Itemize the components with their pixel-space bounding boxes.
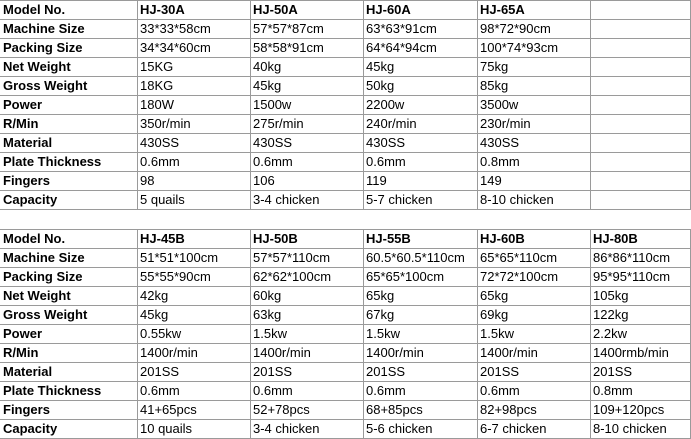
grid-vertical-line [250,229,251,438]
value-cell: 201SS [366,364,406,379]
value-cell: 95*95*110cm [593,269,671,284]
value-cell: 2200w [366,97,405,112]
value-cell: 67kg [366,307,395,322]
row-label: Packing Size [3,40,83,55]
grid-horizontal-line [0,38,691,39]
value-cell: 1.5kw [253,326,287,341]
row-label: Power [3,97,43,112]
model-header-cell: HJ-50A [253,2,298,17]
value-cell: 65*65*100cm [366,269,445,284]
value-cell: 3-4 chicken [253,192,320,207]
model-header-cell: HJ-65A [480,2,525,17]
value-cell: 0.6mm [140,383,180,398]
row-label: Packing Size [3,269,83,284]
grid-horizontal-line [0,76,691,77]
value-cell: 50kg [366,78,395,93]
table-row [0,248,691,267]
model-header-cell: HJ-60B [480,231,525,246]
value-cell: 1400r/min [480,345,538,360]
value-cell: 69kg [480,307,509,322]
table-row [0,19,691,38]
value-cell: 72*72*100cm [480,269,559,284]
value-cell: 64*64*94cm [366,40,437,55]
model-header-cell: HJ-60A [366,2,411,17]
value-cell: 106 [253,173,275,188]
value-cell: 62*62*100cm [253,269,332,284]
value-cell: 45kg [366,59,395,74]
value-cell: 5-7 chicken [366,192,433,207]
value-cell: 3500w [480,97,519,112]
grid-horizontal-line [0,362,691,363]
table-row [0,190,691,209]
row-label: Material [3,364,53,379]
model-no-label: Model No. [3,2,66,17]
table-row [0,76,691,95]
header-row [0,229,691,248]
table-row [0,400,691,419]
grid-horizontal-line [0,152,691,153]
row-label: Net Weight [3,288,71,303]
row-label: Material [3,135,53,150]
grid-horizontal-line [0,19,691,20]
row-label: Fingers [3,402,50,417]
value-cell: 52+78pcs [253,402,310,417]
model-header-cell: HJ-45B [140,231,185,246]
value-cell: 430SS [366,135,406,150]
table-row [0,152,691,171]
value-cell: 65kg [480,288,509,303]
table-row [0,95,691,114]
grid-horizontal-line [0,419,691,420]
value-cell: 0.8mm [480,154,520,169]
value-cell: 34*34*60cm [140,40,211,55]
grid-vertical-line [363,0,364,209]
value-cell: 40kg [253,59,282,74]
grid-vertical-line [250,0,251,209]
grid-horizontal-line [0,133,691,134]
row-label: R/Min [3,116,39,131]
value-cell: 15KG [140,59,174,74]
value-cell: 109+120pcs [593,402,665,417]
row-label: Fingers [3,173,50,188]
grid-horizontal-line [0,400,691,401]
value-cell: 98 [140,173,155,188]
value-cell: 0.6mm [480,383,520,398]
value-cell: 57*57*87cm [253,21,324,36]
table-row [0,362,691,381]
value-cell: 122kg [593,307,629,322]
value-cell: 85kg [480,78,509,93]
value-cell: 55*55*90cm [140,269,211,284]
grid-vertical-line [363,229,364,438]
table-row [0,133,691,152]
value-cell: 63*63*91cm [366,21,437,36]
value-cell: 0.6mm [253,383,293,398]
value-cell: 58*58*91cm [253,40,324,55]
model-header-cell: HJ-80B [593,231,638,246]
model-header-cell: HJ-55B [366,231,411,246]
value-cell: 98*72*90cm [480,21,551,36]
table-row [0,305,691,324]
grid-vertical-line [477,229,478,438]
value-cell: 100*74*93cm [480,40,559,55]
value-cell: 0.8mm [593,383,633,398]
value-cell: 45kg [140,307,169,322]
grid-vertical-line [477,0,478,209]
value-cell: 0.6mm [253,154,293,169]
row-label: Net Weight [3,59,71,74]
value-cell: 60kg [253,288,282,303]
value-cell: 5 quails [140,192,185,207]
row-label: Capacity [3,421,58,436]
model-no-label: Model No. [3,231,66,246]
value-cell: 1400r/min [253,345,311,360]
value-cell: 18KG [140,78,174,93]
grid-horizontal-line [0,229,691,230]
table-row [0,343,691,362]
value-cell: 2.2kw [593,326,627,341]
row-label: Machine Size [3,250,85,265]
grid-horizontal-line [0,267,691,268]
grid-horizontal-line [0,57,691,58]
value-cell: 430SS [253,135,293,150]
grid-horizontal-line [0,114,691,115]
model-header-cell: HJ-30A [140,2,185,17]
value-cell: 33*33*58cm [140,21,211,36]
value-cell: 6-7 chicken [480,421,547,436]
header-row [0,0,691,19]
table-row [0,267,691,286]
value-cell: 201SS [593,364,633,379]
grid-horizontal-line [0,381,691,382]
table-row [0,419,691,438]
value-cell: 10 quails [140,421,193,436]
table-row [0,38,691,57]
value-cell: 201SS [480,364,520,379]
value-cell: 65*65*110cm [480,250,558,265]
value-cell: 201SS [140,364,180,379]
value-cell: 0.6mm [366,383,406,398]
value-cell: 1.5kw [480,326,514,341]
row-label: Machine Size [3,21,85,36]
value-cell: 149 [480,173,502,188]
value-cell: 350r/min [140,116,191,131]
value-cell: 75kg [480,59,509,74]
value-cell: 5-6 chicken [366,421,433,436]
value-cell: 1400r/min [366,345,424,360]
value-cell: 41+65pcs [140,402,197,417]
value-cell: 82+98pcs [480,402,537,417]
row-label: Plate Thickness [3,383,102,398]
value-cell: 0.55kw [140,326,182,341]
grid-horizontal-line [0,248,691,249]
grid-vertical-line [590,0,591,209]
value-cell: 65kg [366,288,395,303]
value-cell: 275r/min [253,116,304,131]
value-cell: 1.5kw [366,326,400,341]
grid-vertical-line [137,229,138,438]
table-row [0,114,691,133]
value-cell: 42kg [140,288,169,303]
row-label: Gross Weight [3,307,88,322]
table-row [0,324,691,343]
value-cell: 430SS [480,135,520,150]
value-cell: 63kg [253,307,282,322]
grid-horizontal-line [0,343,691,344]
value-cell: 51*51*100cm [140,250,219,265]
table-row [0,57,691,76]
model-header-cell: HJ-50B [253,231,298,246]
value-cell: 0.6mm [140,154,180,169]
value-cell: 1400r/min [140,345,198,360]
value-cell: 86*86*110cm [593,250,671,265]
value-cell: 8-10 chicken [593,421,667,436]
value-cell: 57*57*110cm [253,250,331,265]
grid-horizontal-line [0,324,691,325]
grid-horizontal-line [0,0,691,1]
grid-horizontal-line [0,171,691,172]
row-label: Plate Thickness [3,154,102,169]
value-cell: 3-4 chicken [253,421,320,436]
value-cell: 45kg [253,78,282,93]
value-cell: 60.5*60.5*110cm [366,250,465,265]
row-label: Capacity [3,192,58,207]
row-label: Power [3,326,43,341]
value-cell: 240r/min [366,116,417,131]
grid-horizontal-line [0,305,691,306]
grid-horizontal-line [0,95,691,96]
value-cell: 430SS [140,135,180,150]
value-cell: 8-10 chicken [480,192,554,207]
value-cell: 201SS [253,364,293,379]
value-cell: 180W [140,97,174,112]
table-row [0,171,691,190]
value-cell: 1400rmb/min [593,345,669,360]
row-label: R/Min [3,345,39,360]
value-cell: 68+85pcs [366,402,423,417]
grid-horizontal-line [0,286,691,287]
value-cell: 105kg [593,288,629,303]
value-cell: 0.6mm [366,154,406,169]
table-row [0,381,691,400]
grid-vertical-line [137,0,138,209]
grid-horizontal-line [0,190,691,191]
value-cell: 119 [366,173,387,188]
grid-horizontal-line [0,209,691,210]
row-label: Gross Weight [3,78,88,93]
table-row [0,286,691,305]
grid-vertical-line [590,229,591,438]
value-cell: 1500w [253,97,292,112]
value-cell: 230r/min [480,116,531,131]
